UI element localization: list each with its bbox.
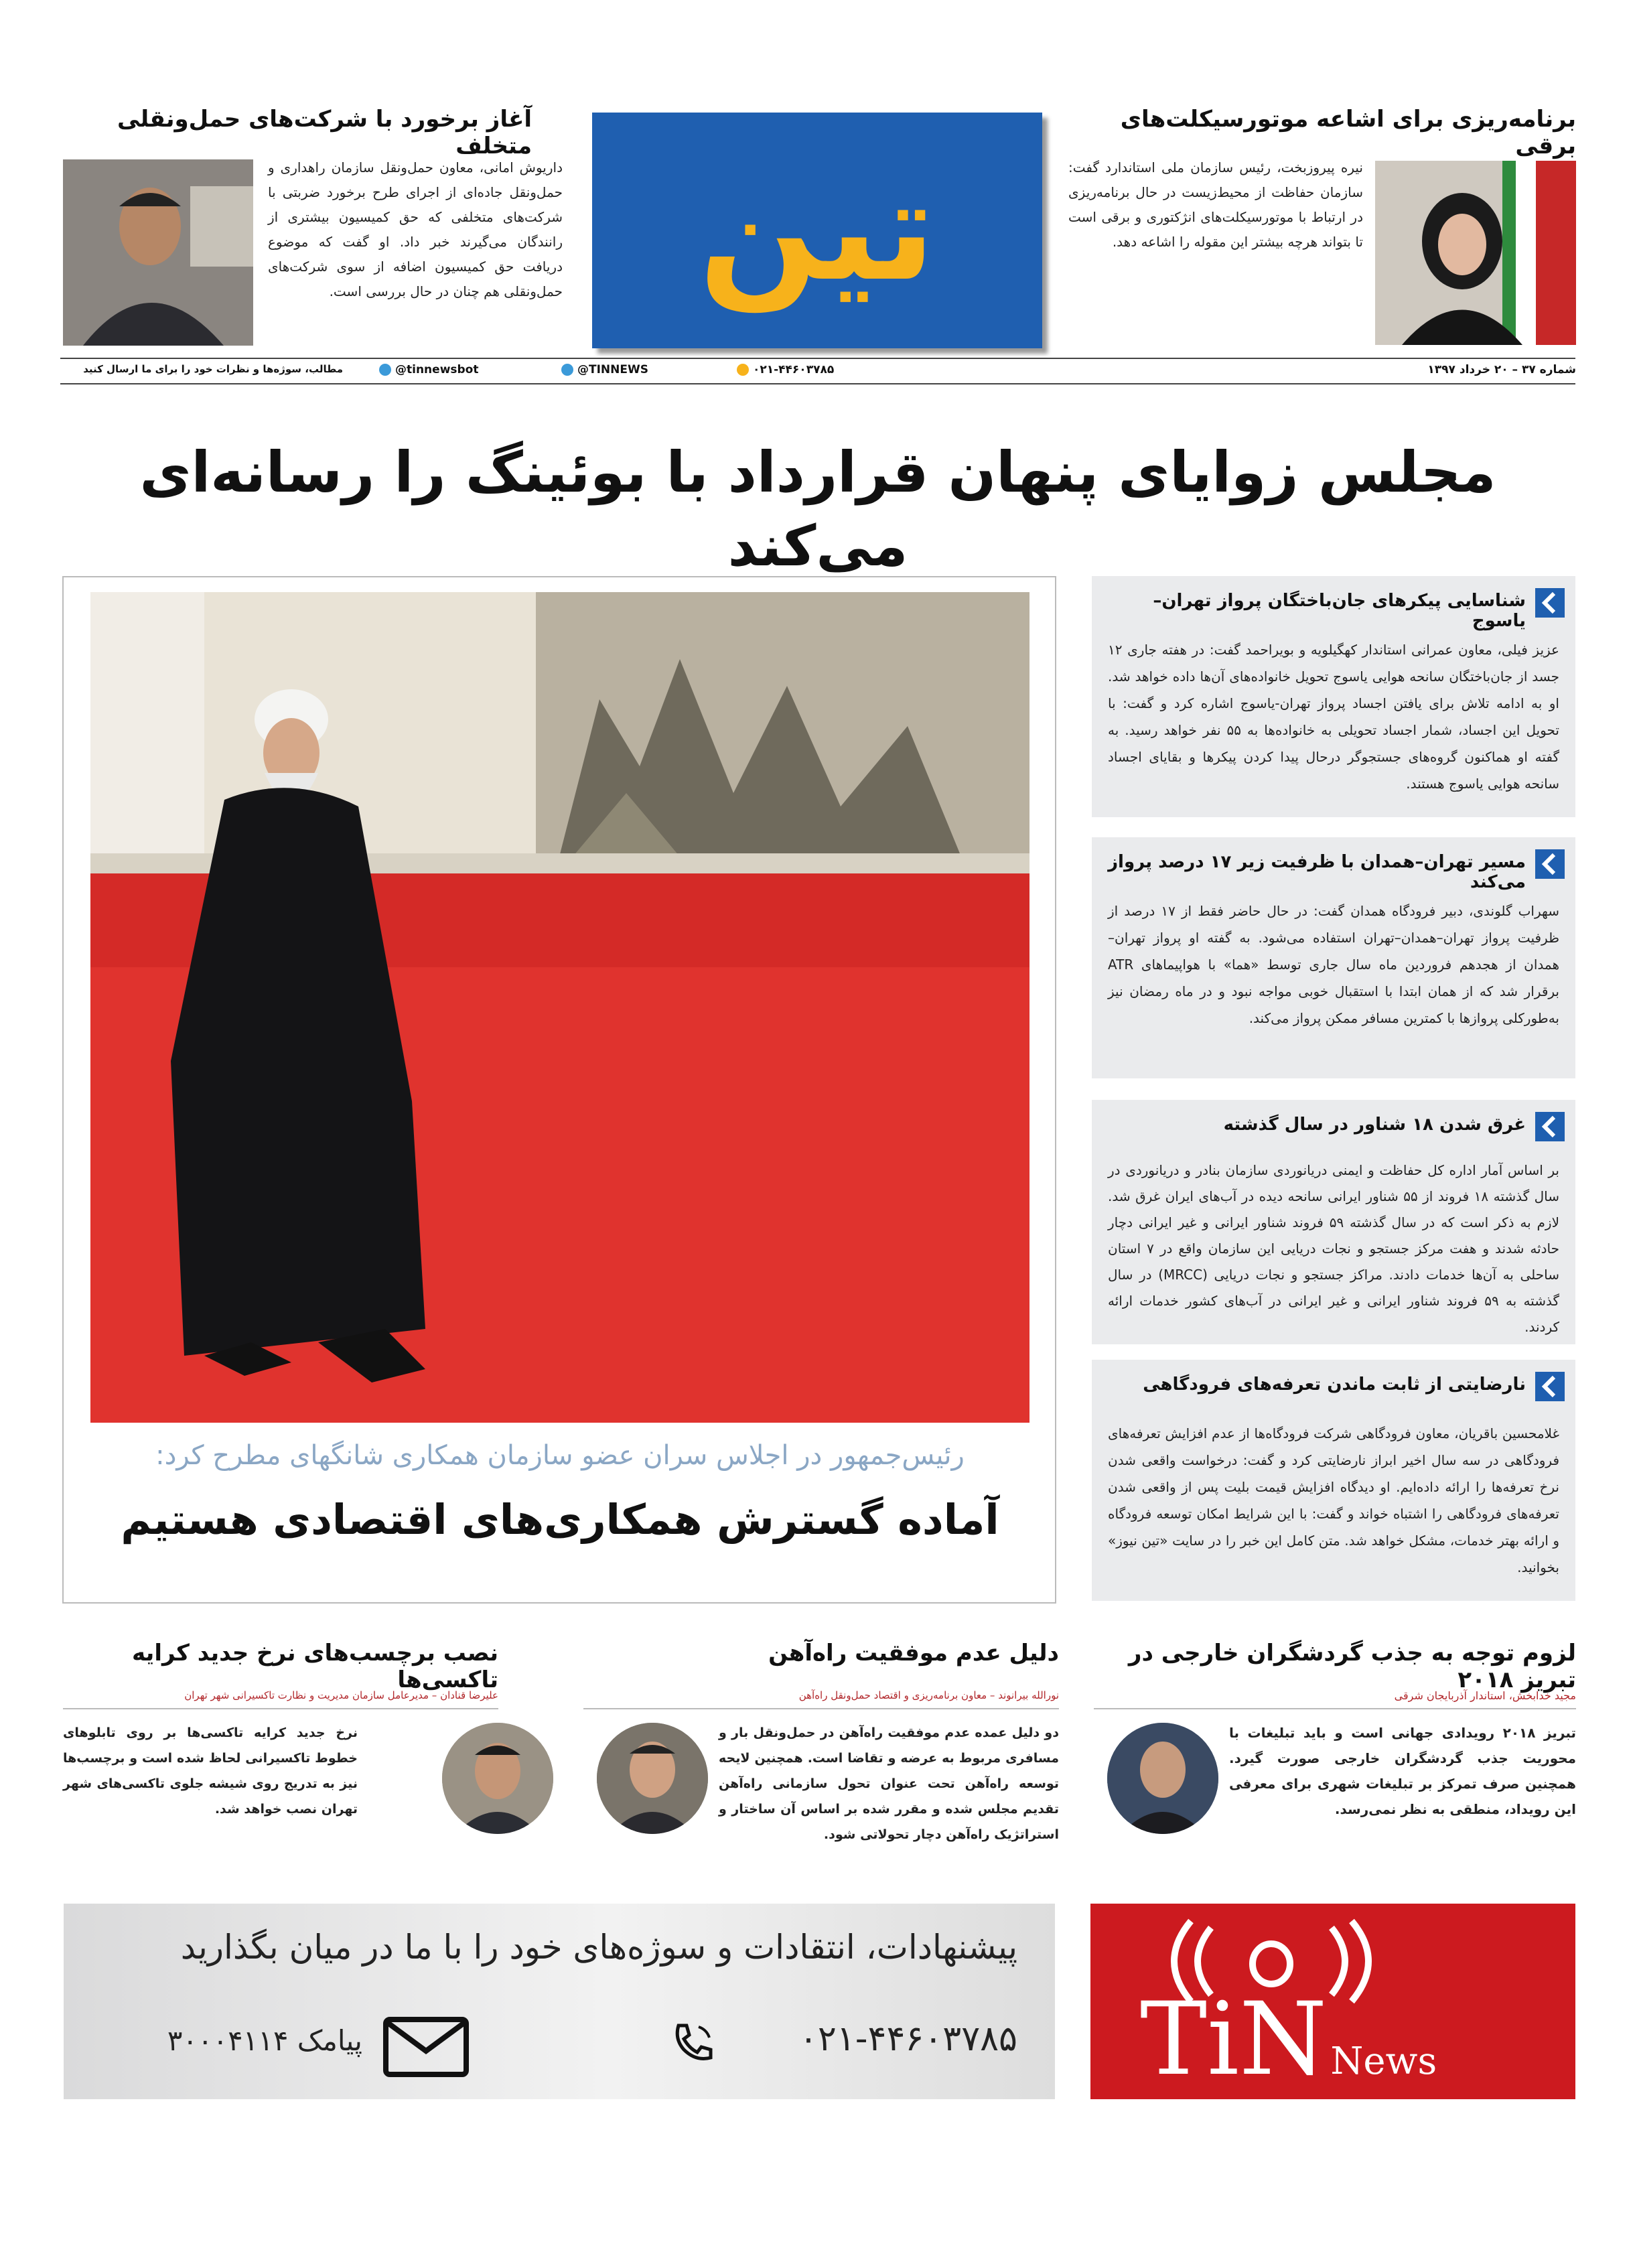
bottom-news-title[interactable]: لزوم توجه به جذب گردشگران خارجی در تبریز ۲۰۱۸	[1128, 1640, 1576, 1693]
chevron-icon	[1535, 1112, 1565, 1141]
right-teaser-photo	[1375, 161, 1576, 345]
phone-icon	[737, 364, 749, 376]
bottom-news-byline: علیرضا قنادان – مدیرعامل سازمان مدیریت و نظارت تاکسیرانی شهر تهران	[184, 1689, 498, 1701]
bottom-news-portrait-1	[1107, 1723, 1218, 1834]
bottom-news-byline: مجید خدابخش، استاندار آذربایجان شرقی	[1394, 1689, 1576, 1702]
side-news-box-2[interactable]	[1092, 837, 1575, 1078]
side-news-box-4[interactable]	[1092, 1360, 1575, 1601]
phone-icon	[669, 2020, 716, 2067]
side-news-title: نارضایتی از ثابت ماندن تعرفه‌های فرودگاهی	[1143, 1374, 1526, 1395]
tin-news-brand-main: TiN	[1140, 1981, 1328, 2098]
bottom-news-divider	[1094, 1708, 1576, 1709]
lead-title[interactable]: آماده گسترش همکاری‌های اقتصادی هستیم	[121, 1495, 999, 1544]
right-teaser-title[interactable]: برنامه‌ریزی برای اشاعه موتورسیکلت‌های برقی	[1120, 106, 1576, 159]
tin-news-brand	[1140, 1981, 1437, 2098]
side-news-text: بر اساس آمار اداره کل حفاظت و ایمنی دریانوردی سازمان بنادر و دریانوردی در سال گذشته ۱۸ فروند از ۵۵ شناور ایرانی سانحه دیده در آب‌های ایران غرق شد. لازم به ذکر است که در سال گذشته ۵۹ فروند شناور ایرانی و غیر ایرانی دچار حادثه شدند و هفت مرکز جستجو و نجات دریایی این سازمان واقع در ۷ استان ساحلی به آن‌ها خدمات دادند. مراکز جستجو و نجات دریایی (MRCC) در سال گذشته به ۵۹ فروند شناور ایرانی و غیر ایرانی در آب‌های کشور خدمات ارائه کردند.	[1108, 1162, 1559, 1335]
side-news-title: شناسایی پیکرهای جان‌باختگان پرواز تهران–یاسوج	[1153, 591, 1526, 631]
left-teaser-photo	[63, 159, 253, 346]
side-news-box-1[interactable]	[1092, 576, 1575, 817]
bottom-news-portrait-3	[442, 1723, 553, 1834]
bottom-news-portrait-2	[597, 1723, 708, 1834]
logo[interactable]	[592, 113, 1042, 348]
lead-photo[interactable]	[90, 592, 1029, 1423]
telegram-link-1[interactable]	[561, 363, 695, 376]
feedback-ad-phone[interactable]	[669, 2016, 1017, 2070]
lead-subtitle: رئیس‌جمهور در اجلاس سران عضو سازمان همکاری شانگهای مطرح کرد:	[155, 1440, 965, 1471]
telegram-icon	[561, 364, 573, 376]
telegram-handle-2: @tinnewsbot	[395, 363, 479, 376]
telegram-icon	[379, 364, 391, 376]
telegram-handle-1: @TINNEWS	[577, 363, 648, 376]
side-news-text: عزیز فیلی، معاون عمرانی استاندار کهگیلویه و بویراحمد گفت: در هفته جاری ۱۲ جسد از جان‌باختگان سانحه هوایی یاسوج تحویل خانواده‌های آن‌ها داده خواهد شد. او به ادامه تلاش برای یافتن اجساد پرواز تهران-یاسوج اشاره کرد و گفت: با تحویل این اجساد، شمار اجساد تحویلی به خانواده‌ها به ۵۵ نفر خواهد رسید. به گفته او هماکنون گروه‌های جستجوگر درحال پیدا کردن پیکرها و بقایای اجساد سانحه هوایی یاسوج هستند.	[1108, 642, 1559, 792]
tin-news-brand-sub: News	[1330, 2040, 1437, 2083]
info-bar-line-bottom	[60, 383, 1575, 384]
info-phone-number: ۰۲۱-۴۴۶۰۳۷۸۵	[753, 363, 835, 376]
side-news-title: غرق شدن ۱۸ شناور در سال گذشته	[1223, 1115, 1526, 1135]
issue-info: شماره ۳۷ – ۲۰ خرداد ۱۳۹۷	[1427, 363, 1576, 376]
telegram-link-2[interactable]	[379, 363, 526, 376]
bottom-news-title[interactable]: نصب برچسب‌های نرخ جدید کرایه تاکسی‌ها	[131, 1640, 498, 1693]
left-teaser-title[interactable]: آغاز برخورد با شرکت‌های حمل‌ونقلی متخلف	[117, 106, 532, 159]
chevron-icon	[1535, 849, 1565, 879]
bottom-news-text: دو دلیل عمده عدم موفقیت راه‌آهن در حمل‌ونقل بار و مسافری مربوط به عرضه و تقاضا است. همچنین لایحه توسعه راه‌آهن تحت عنوان تحول سازمانی راه‌آهن تقدیم مجلس شده و مقرر شده بر اساس آن ساختار و استراتژیک راه‌آهن دچار تحولاتی شود.	[719, 1725, 1059, 1842]
feedback-ad[interactable]	[64, 1904, 1055, 2099]
side-news-box-3[interactable]	[1092, 1100, 1575, 1344]
side-news-text: غلامحسین باقریان، معاون فرودگاهی شرکت فرودگاه‌ها از عدم افزایش تعرفه‌های فرودگاهی در سه سال اخیر ابراز نارضایتی کرد و گفت: درخواست واقعی شدن نرخ تعرفه‌ها را ارائه داده‌ایم. او دیدگاه افزایش قیمت بلیت پس از واقعی شدن تعرفه‌های فرودگاهی را اشتباه خواند و گفت: با این شرایط امکان توسعه فرودگاه و ارائه بهتر خدمات، مشکل خواهد شد. متن کامل این خبر را در سایت «تین نیوز» بخوانید.	[1108, 1425, 1559, 1575]
bottom-news-divider	[63, 1708, 498, 1709]
feedback-ad-sms[interactable]	[94, 2016, 470, 2076]
info-bar-line-top	[60, 358, 1575, 359]
bottom-news-byline: نورالله بیرانوند – معاون برنامه‌ریزی و اقتصاد حمل‌ونقل راه‌آهن	[798, 1689, 1059, 1701]
info-phone[interactable]	[737, 363, 918, 376]
envelope-icon	[382, 2016, 470, 2078]
logo-text: تین	[699, 148, 936, 312]
feedback-ad-headline: پیشنهادات، انتقادات و سوژه‌های خود را با ما در میان بگذارید	[180, 1928, 1017, 1967]
chevron-icon	[1535, 588, 1565, 618]
side-news-title: مسیر تهران–همدان با ظرفیت زیر ۱۷ درصد پرواز می‌کند	[1108, 852, 1526, 892]
left-teaser-text: داریوش امانی، معاون حمل‌ونقل سازمان راهداری و حمل‌ونقل جاده‌ای از اجرای طرح برخورد ضربتی با شرکت‌های متخلفی که حق کمیسیون بیشتری از رانندگان می‌گیرند خبر داد. او گفت که موضوع دریافت حق کمیسیون اضافه از سوی شرکت‌های حمل‌ونقلی هم چنان در حال بررسی است.	[268, 159, 563, 299]
tin-news-ad[interactable]	[1090, 1904, 1575, 2099]
bottom-news-title[interactable]: دلیل عدم موفقیت راه‌آهن	[768, 1640, 1059, 1667]
side-news-text: سهراب گلوندی، دبیر فرودگاه همدان گفت: در حال حاضر فقط از ۱۷ درصد از ظرفیت پرواز تهران–همدان–تهران استفاده می‌شود. به گفته او پرواز تهران–همدان از هجدهم فروردین ماه سال جاری توسط «هما» با هواپیماهای ATR برقرار شد که از همان ابتدا با استقبال خوبی مواجه نبود و در ماه رمضان نیز به‌طورکلی پروازها با کمترین مسافر ممکن پرواز می‌کند.	[1108, 903, 1559, 1026]
main-headline[interactable]: مجلس زوایای پنهان قرارداد با بوئینگ را رسانه‌ای می‌کند	[139, 439, 1496, 579]
feedback-ad-phone-number: ۰۲۱-۴۴۶۰۳۷۸۵	[799, 2019, 1017, 2059]
info-note: مطالب، سوژه‌ها و نظرات خود را برای ما ارسال کنید	[83, 363, 343, 375]
bottom-news-text: تبریز ۲۰۱۸ رویدادی جهانی است و باید تبلیغات با محوریت جذب گردشگران خارجی صورت گیرد. همچنین صرف تمرکز بر تبلیغات شهری برای معرفی این رویداد، منطقی به نظر نمی‌رسد.	[1229, 1725, 1576, 1817]
right-teaser-text: نیره پیروزبخت، رئیس سازمان ملی استاندارد گفت: سازمان حفاظت از محیط‌زیست در حال برنامه‌ریزی در ارتباط با موتورسیکلت‌های انژکتوری و برقی است تا بتواند هرچه بیشتر این مقوله را اشاعه دهد.	[1068, 159, 1363, 250]
feedback-ad-sms-label: پیامک ۳۰۰۰۴۱۱۴	[167, 2024, 362, 2057]
bottom-news-divider	[583, 1708, 1059, 1709]
chevron-icon	[1535, 1372, 1565, 1401]
bottom-news-text: نرخ جدید کرایه تاکسی‌ها بر روی تابلوهای خطوط تاکسیرانی لحاظ شده است و برچسب‌ها نیز به تدریج روی شیشه جلوی تاکسی‌های شهر تهران نصب خواهد شد.	[63, 1725, 358, 1817]
